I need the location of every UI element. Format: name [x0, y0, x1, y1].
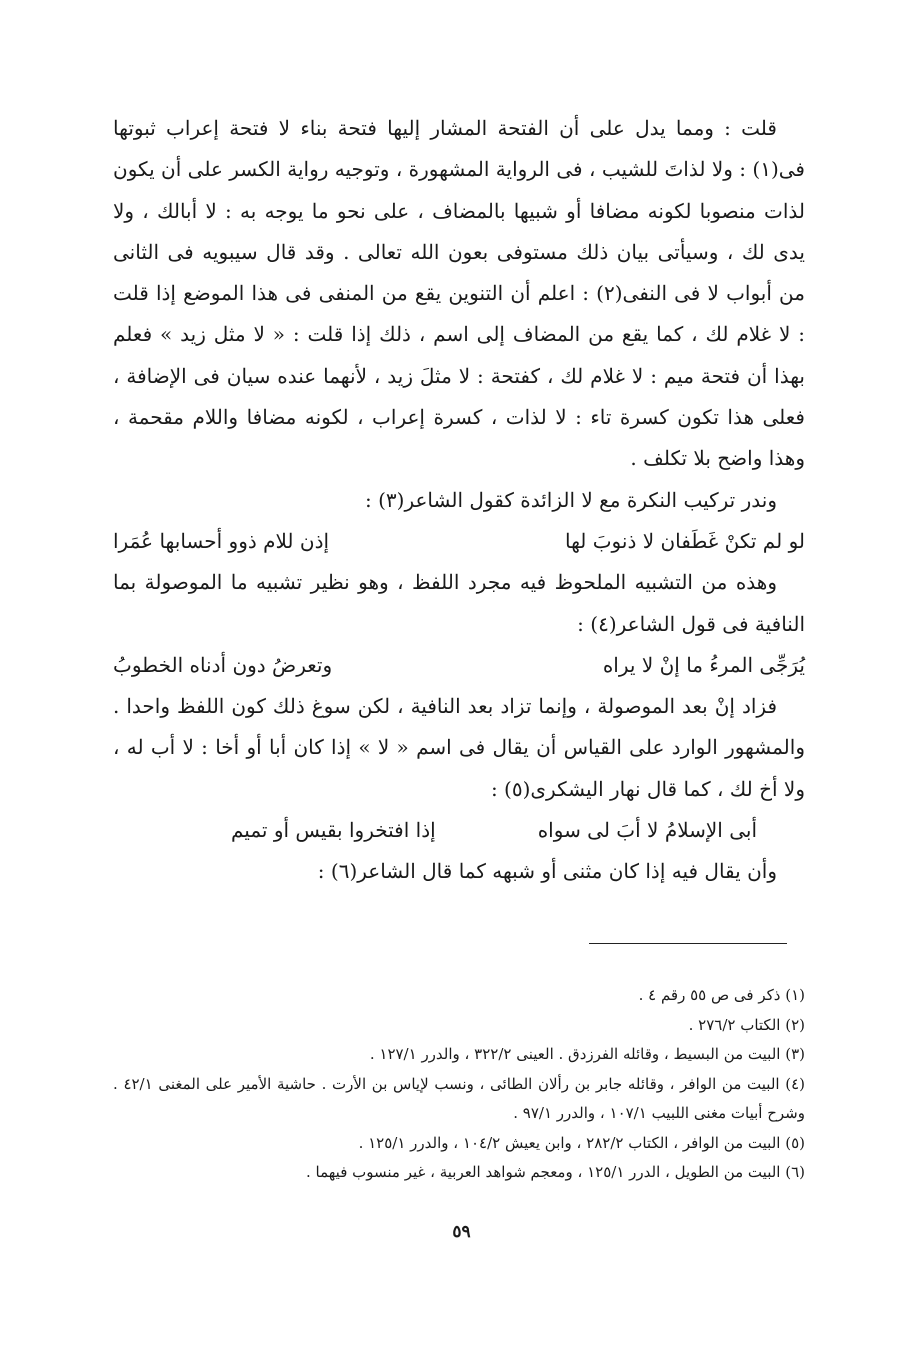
verse-3-first-hemistich: أبى الإسلامُ لا أبَ لى سواه — [537, 818, 757, 843]
footnote-2: (٢) الكتاب ٢٧٦/٢ . — [688, 1015, 805, 1034]
verse-1-second-hemistich: إذن للام ذوو أحسابها عُمَرا — [113, 528, 330, 553]
footnote-4: (٤) البيت من الوافر ، وقائله جابر بن رألان الطائى ، ونسب لإياس بن الأرت . حاشية الأمير على المغنى ٤٢/١ . وشرح أبيات مغنى اللبيب ١٠٧/١ ، والدرر ٩٧/١ . — [113, 1074, 805, 1122]
footnote-1: (١) ذكر فى ص ٥٥ رقم ٤ . — [638, 986, 805, 1004]
footnote-separator — [589, 943, 787, 944]
footnote-3: (٣) البيت من البسيط ، وقائله الفرزدق . العينى ٣٢٢/٢ ، والدرر ١٢٧/١ . — [369, 1045, 805, 1063]
verse-3-second-hemistich: إذا افتخروا بقيس أو تميم — [231, 818, 436, 843]
footnote-5: (٥) البيت من الوافر ، الكتاب ٢٨٢/٢ ، وابن يعيش ١٠٤/٢ ، والدرر ١٢٥/١ . — [358, 1133, 805, 1152]
paragraph-1: قلت : ومما يدل على أن الفتحة المشار إليها فتحة بناء لا فتحة إعراب ثبوتها فى(١) : ولا لذاتَ للشيب ، فى الرواية المشهورة ، وتوجيه رواية الكسر على أن يكون لذات منصوبا لكونه مضافا أو شبيها بالمضاف ، على نحو ما يوجه به : لا أبالك ، ولا يدى لك ، وسيأتى بيان ذلك مستوفى بعون الله تعالى . وقد قال سيبويه فى الثانى من أبواب لا فى النفى(٢) : اعلم أن التنوين يقع من المنفى فى هذا الموضع إذا قلت : لا غلام لك ، كما يقع من المضاف إلى اسم ، ذلك إذا قلت : « لا مثل زيد » فعلم بهذا أن فتحة ميم : لا غلام لك ، كفتحة : لا مثلَ زيد ، لأنهما عنده سيان فى الإضافة ، فعلى هذا تكون كسرة تاء : لا لذات ، كسرة إعراب ، لكونه مضافا واللام مقحمة ، وهذا واضح بلا تكلف . — [113, 116, 805, 471]
verse-3 — [113, 810, 805, 851]
footnote-6: (٦) البيت من الطويل ، الدرر ١٢٥/١ ، ومعجم شواهد العربية ، غير منسوب فيهما . — [305, 1163, 805, 1181]
paragraph-5: وأن يقال فيه إذا كان مثنى أو شبهه كما قال الشاعر(٦) : — [317, 859, 777, 884]
verse-1 — [113, 521, 805, 562]
verse-1-first-hemistich: لو لم تكنْ غَطَفان لا ذنوبَ لها — [564, 528, 805, 553]
verse-2-first-hemistich: يُرَجِّى المرءُ ما إنْ لا يراه — [602, 652, 805, 677]
page-number: ٥٩ — [452, 1222, 471, 1242]
paragraph-3: وهذه من التشبيه الملحوظ فيه مجرد اللفظ ، وهو نظير تشبيه ما الموصولة بما النافية فى قول الشاعر(٤) : — [113, 570, 805, 636]
paragraph-2: وندر تركيب النكرة مع لا الزائدة كقول الشاعر(٣) : — [365, 487, 777, 512]
main-text — [113, 108, 805, 893]
paragraph-4: فزاد إنْ بعد الموصولة ، وإنما تزاد بعد النافية ، لكن سوغ ذلك كون اللفظ واحدا . والمشهور الوارد على القياس أن يقال فى اسم « لا » إذا كان أبا أو أخا : لا أب له ، ولا أخ لك ، كما قال نهار اليشكرى(٥) : — [113, 694, 805, 801]
verse-2 — [113, 645, 805, 686]
verse-2-second-hemistich: وتعرضُ دون أدناه الخطوبُ — [113, 652, 333, 677]
footnotes — [113, 981, 805, 1188]
